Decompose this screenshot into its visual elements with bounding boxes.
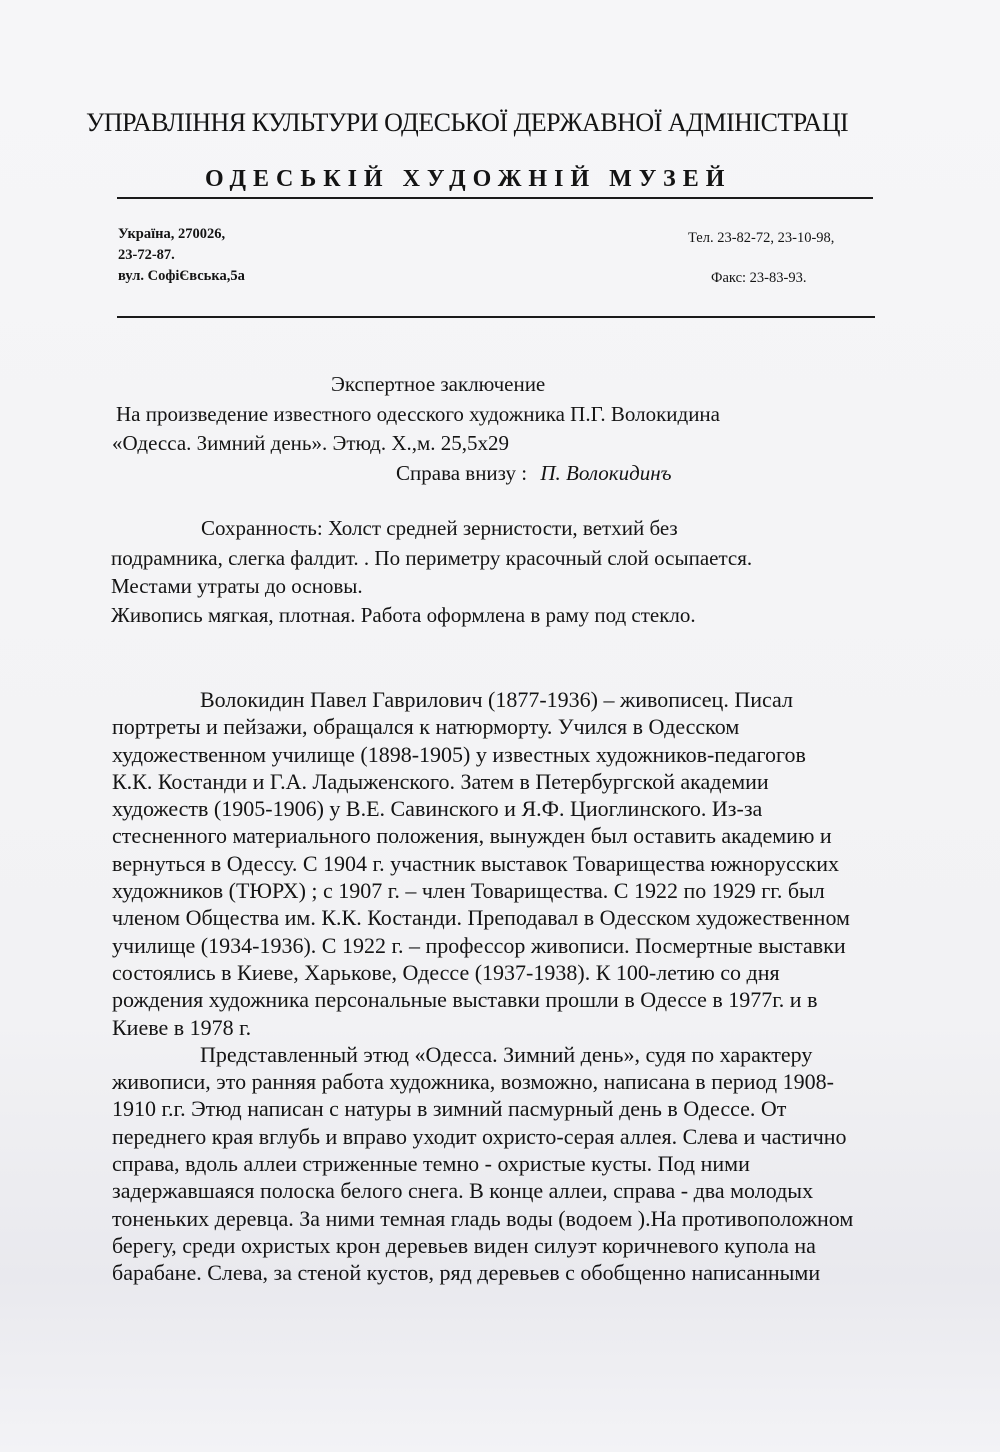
museum-title: ОДЕСЬКІЙ ХУДОЖНІЙ МУЗЕЙ xyxy=(205,166,732,192)
text-line: состоялись в Киеве, Харькове, Одессе (1937-1938). К 100-летию со дня xyxy=(112,959,780,985)
text-line: тоненьких деревца. За ними темная гладь воды (водоем ).На противоположном xyxy=(112,1205,854,1231)
signature-value: П. Волокидинъ xyxy=(540,461,672,485)
address-line: Україна, 270026, xyxy=(118,226,226,242)
text-line: художеств (1905-1906) у В.Е. Савинского и Я.Ф. Циоглинского. Из-за xyxy=(112,796,763,822)
condition-line: Сохранность: Холст средней зернистости, ветхий без xyxy=(201,516,678,540)
museum-address xyxy=(118,224,245,287)
text-line: Волокидин Павел Гаврилович (1877-1936) – живописец. Писал xyxy=(200,687,793,712)
text-line: К.К. Костанди и Г.А. Ладыженского. Затем в Петербургской академии xyxy=(112,768,769,794)
condition-line: подрамника, слегка фалдит. . По периметру красочный слой осыпается. xyxy=(111,546,753,570)
text-line: членом Общества им. К.К. Костанди. Преподавал в Одесском художественном xyxy=(112,905,850,931)
conclusion-heading: Экспертное заключение xyxy=(331,372,546,396)
text-line: портреты и пейзажи, обращался к натюрморту. Учился в Одесском xyxy=(112,714,740,740)
signature-line xyxy=(396,461,672,486)
condition-line: Местами утраты до основы. xyxy=(111,574,363,598)
text-line: берегу, среди охристых крон деревьев виден силуэт коричневого купола на xyxy=(112,1232,816,1258)
text-line: переднего края вглубь и вправо уходит охристо-серая аллея. Слева и частично xyxy=(112,1123,847,1149)
text-line: художественном училище (1898-1905) у известных художников-педагогов xyxy=(112,741,806,767)
text-line: справа, вдоль аллеи стриженные темно - охристые кусты. Под ними xyxy=(112,1151,750,1177)
text-line: Представленный этюд «Одесса. Зимний день», судя по характеру xyxy=(200,1041,813,1067)
text-line: 1910 г.г. Этюд написан с натуры в зимний пасмурный день в Одессе. От xyxy=(112,1096,787,1122)
header-divider-top xyxy=(117,197,873,199)
administration-title: УПРАВЛІННЯ КУЛЬТУРИ ОДЕСЬКОЇ ДЕРЖАВНОЇ АДМІНІСТРАЦІ xyxy=(86,108,849,137)
museum-phone: Тел. 23-82-72, 23-10-98, xyxy=(688,230,835,246)
text-line: задержавшаяся полоска белого снега. В конце аллеи, справа - два молодых xyxy=(112,1178,814,1204)
text-line: Киеве в 1978 г. xyxy=(112,1014,252,1040)
text-line: барабане. Слева, за стеной кустов, ряд деревьев с обобщенно написанными xyxy=(112,1260,821,1286)
biography-text xyxy=(112,686,853,1287)
conclusion-subject: На произведение известного одесского художника П.Г. Волокидина xyxy=(116,402,720,426)
text-line: вернуться в Одессу. С 1904 г. участник выставок Товарищества южнорусских xyxy=(112,850,839,876)
address-line: вул. СофіЄвська,5а xyxy=(118,268,245,284)
museum-fax: Факс: 23-83-93. xyxy=(711,270,807,286)
header-divider-bottom xyxy=(117,316,875,318)
artwork-description: «Одесса. Зимний день». Этюд. Х.,м. 25,5х29 xyxy=(112,431,510,455)
address-line: 23-72-87. xyxy=(118,247,175,263)
text-line: рождения художника персональные выставки прошли в Одессе в 1977г. и в xyxy=(112,987,818,1013)
signature-label: Справа внизу : xyxy=(396,461,528,485)
text-line: художников (ТЮРХ) ; с 1907 г. – член Товарищества. С 1922 по 1929 гг. был xyxy=(112,878,825,904)
text-line: живописи, это ранняя работа художника, возможно, написана в период 1908- xyxy=(112,1069,834,1095)
condition-line: Живопись мягкая, плотная. Работа оформлена в раму под стекло. xyxy=(111,603,696,627)
text-line: училище (1934-1936). С 1922 г. – профессор живописи. Посмертные выставки xyxy=(112,932,846,958)
text-line: стесненного материального положения, вынужден был оставить академию и xyxy=(112,823,832,849)
